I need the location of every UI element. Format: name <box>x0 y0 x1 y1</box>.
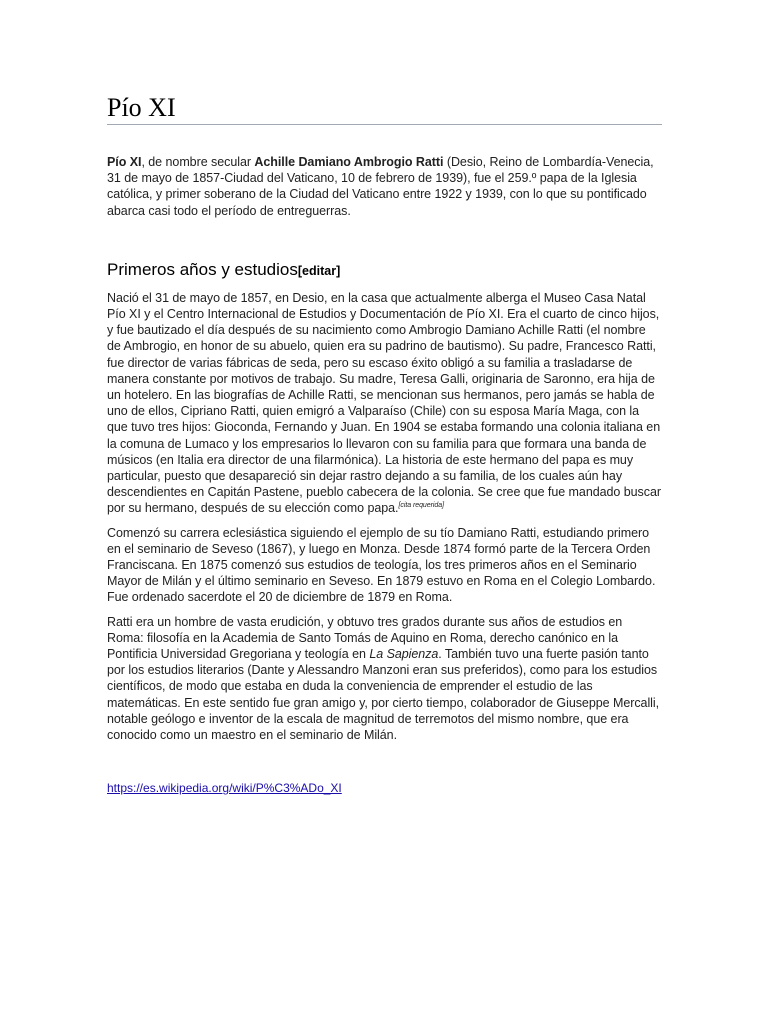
article-content <box>107 92 662 796</box>
section-heading <box>107 260 662 281</box>
page-title: Pío XI <box>107 92 662 125</box>
sapienza-title: La Sapienza <box>369 647 439 662</box>
edit-section-link[interactable]: [editar] <box>297 263 341 278</box>
source-link[interactable]: https://es.wikipedia.org/wiki/P%C3%ADo_XI <box>107 781 342 796</box>
biography-paragraph-1-text: Nació el 31 de mayo de 1857, en Desio, en la casa que actualmente alberga el Museo Casa Natal Pío XI y el Centro Internacional de Estudios y Documentación de Pío XI. Era el cuarto de cinco hijos, y fue bautizado el día después de su nacimiento como Ambrogio Damiano Achille Ratti (el nombre de Ambrogio, en honor de su abuelo, quien era su padrino de bautismo). Su padre, Francesco Ratti, fue director de varias fábricas de seda, pero su escaso éxito obligó a su familia a trasladarse de manera constante por motivos de trabajo. Su madre, Teresa Galli, originaria de Saronno, era hija de un hotelero. En las biografías de Achille Ratti, se mencionan sus hermanos, pero jamás se habla de uno de ellos, Cipriano Ratti, quien emigró a Valparaíso (Chile) con su esposa María Maga, con la que tuvo tres hijos: Gioconda, Fernando y Juan. En 1904 se estaba formando una colonia italiana en la comuna de Lumaco y los empresarios lo llevaron con su familia para que formara una banda de músicos (en Italia era director de una filarmónica). La historia de este hermano del papa es muy particular, puesto que desapareció sin dejar rastro dejando a su familia, de los cuales aún hay descendientes en Capitán Pastene, pueblo cabecera de la colonia. Se cree que fue mandado buscar por su hermano, después de su elección como papa. <box>107 290 661 516</box>
intro-full-name: Achille Damiano Ambrogio Ratti <box>254 155 444 169</box>
intro-text-1: , de nombre secular <box>141 155 255 169</box>
biography-paragraph-3-text-b: . También tuvo una fuerte pasión tanto por los estudios literarios (Dante y Alessandro Manzoni eran sus preferidos), como para los estudios científicos, de modo que estaba en duda la conveniencia de emprender el estudio de las matemáticas. En este sentido fue gran amigo y, por cierto tiempo, colaborador de Giuseppe Mercalli, notable geólogo e inventor de la escala de magnitud de terremotos del mismo nombre, que era conocido como un maestro en el seminario de Milán. <box>107 647 660 743</box>
biography-paragraph-2: Comenzó su carrera eclesiástica siguiendo el ejemplo de su tío Damiano Ratti, estudiando primero en el seminario de Seveso (1867), y luego en Monza. Desde 1874 formó parte de la Tercera Orden Franciscana. En 1875 comenzó sus estudios de teología, los tres primeros años en el Seminario Mayor de Milán y el último seminario en Seveso. En 1879 estuvo en Roma en el Colegio Lombardo. Fue ordenado sacerdote el 20 de diciembre de 1879 en Roma. <box>107 525 656 605</box>
biography-paragraph-1 <box>107 290 662 517</box>
citation-needed-note[interactable]: [cita requerida] <box>398 502 444 510</box>
intro-text-2: (Desio, Reino de Lombardía-Venecia, 31 de mayo de 1857-Ciudad del Vaticano, 10 de febrero de 1939), fue el 259.º papa de la Iglesia católica, y primer soberano de la Ciudad del Vaticano entre 1922 y 1939, con lo que su pontificado abarca casi todo el período de entreguerras. <box>107 155 654 218</box>
intro-paragraph <box>107 154 662 219</box>
biography-paragraph-3 <box>107 614 662 744</box>
biography-paragraph-3-text-a: Ratti era un hombre de vasta erudición, y obtuvo tres grados durante sus años de estudios en Roma: filosofía en la Academia de Santo Tomás de Aquino en Roma, derecho canónico en la Pontificia Universidad Gregoriana y teología en <box>107 614 623 662</box>
intro-name: Pío XI <box>107 155 142 169</box>
source-link-row <box>107 781 662 796</box>
section-heading-text: Primeros años y estudios <box>107 259 298 279</box>
